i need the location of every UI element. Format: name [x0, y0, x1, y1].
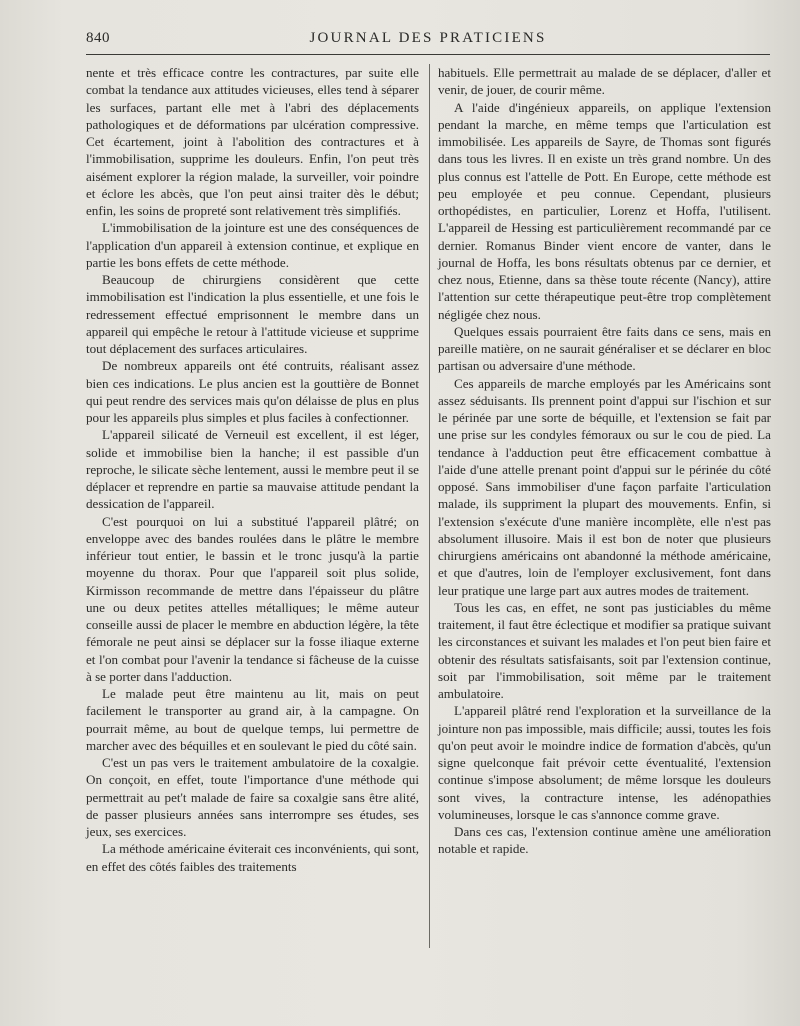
page-header	[86, 30, 770, 54]
right-column	[438, 64, 771, 964]
paragraph: L'immobilisation de la jointure est une des conséquences de l'application d'un appareil à extension continue, et explique en partie les bons effets de cette méthode.	[86, 220, 419, 270]
column-divider	[429, 64, 430, 948]
paragraph: Dans ces cas, l'extension continue amène une amélioration notable et rapide.	[438, 824, 771, 857]
paragraph: Le malade peut être maintenu au lit, mais on peut facilement le transporter au grand air, à la campagne. On pourrait même, au bout de quelque temps, lui permettre de marcher avec des béquilles et en soulevant le pied du côté sain.	[86, 686, 419, 753]
paragraph: C'est pourquoi on lui a substitué l'appareil plâtré; on enveloppe avec des bandes roulées dans le plâtre le membre inférieur tout entier, le bassin et le tronc jusqu'à la partie moyenne du thorax. Pour que l'appareil soit plus solide, Kirmisson recommande de mettre dans l'épaisseur du plâtre une ou deux petites attelles métalliques; le même auteur conseille aussi de placer le membre en abduction légère, la tête fémorale ne peut ainsi se déplacer sur la fosse iliaque externe et l'on combat pour l'avenir la tendance si fâcheuse de la cuisse à se porter dans l'adduction.	[86, 513, 419, 684]
paragraph: nente et très efficace contre les contractures, par suite elle combat la tendance aux attitudes vicieuses, elles tend à séparer les surfaces, partant elle met à l'abri des déplacements pathologiques et de déformations par ulcération compressive. Cet écartement, joint à l'abolition des contractures et à l'immobilisation, supprime les douleurs. Enfin, l'on peut très aisément explorer la région malade, la surveiller, voir poindre et éclore les abcès, que l'on peut ainsi traiter dès le début; enfin, les soins de propreté sont relativement très simplifiés.	[86, 65, 419, 218]
paragraph: A l'aide d'ingénieux appareils, on applique l'extension pendant la marche, en même temps que l'articulation est immobilisée. Les appareils de Sayre, de Thomas sont figurés dans tous les livres. Il en existe un très grand nombre. Un des plus connus est l'attelle de Pott. En Europe, cette méthode est peu employée et peu connue. Cependant, plusieurs orthopédistes, en particulier, Lorenz et Hoffa, l'utilisent. L'appareil de Hessing est particulièrement recommandé par ce dernier. Romanus Binder vient encore de vanter, dans le journal de Hoffa, les bons résultats obtenus par ce dernier, et chez nous, Etienne, dans sa thèse toute récente (Nancy), attire l'attention sur cette thérapeutique peut-être trop complètement négligée chez nous.	[438, 99, 771, 322]
paragraph: Beaucoup de chirurgiens considèrent que cette immobilisation est l'indication la plus essentielle, et une fois le redressement effectué emprisonnent le membre dans un appareil qui empêche le retour à l'attitude vicieuse et supprime tout déplacement des surfaces articulaires.	[86, 272, 419, 356]
paragraph: C'est un pas vers le traitement ambulatoire de la coxalgie. On conçoit, en effet, toute l'importance d'une méthode qui permettrait au pet't malade de faire sa coxalgie sans être alité, de passer plusieurs années sans interrompre ses études, ses jeux, ses exercices.	[86, 755, 419, 839]
header-rule	[86, 54, 770, 55]
page-number: 840	[86, 30, 110, 46]
paragraph: De nombreux appareils ont été contruits, réalisant assez bien ces indications. Le plus ancien est la gouttière de Bonnet qui peut rendre des services mais qu'on délaisse de plus en plus pour les appareils plus simples et plus faciles à confectionner.	[86, 358, 419, 425]
paragraph: Quelques essais pourraient être faits dans ce sens, mais en pareille matière, on ne saurait généraliser et se déclarer en bloc partisan ou adversaire d'une méthode.	[438, 323, 771, 374]
paragraph: habituels. Elle permettrait au malade de se déplacer, d'aller et venir, de jouer, de courir même.	[438, 65, 771, 98]
paragraph: Tous les cas, en effet, ne sont pas justiciables du même traitement, il faut être éclectique et modifier sa pratique suivant les circonstances et suivant les malades et l'on peut bien faire et obtenir des résultats satisfaisants, soit par l'extension continue, soit par l'immobilisation, soit même par le traitement ambulatoire.	[438, 599, 771, 701]
left-column	[86, 64, 419, 964]
running-title: JOURNAL DES PRATICIENS	[309, 30, 547, 46]
paragraph: L'appareil silicaté de Verneuil est excellent, il est léger, solide et immobilise bien la hanche; il est passible d'un reproche, le silicate sèche lentement, aussi le membre peut il se déplacer et reprendre en partie sa mauvaise attitude pendant la dessication de l'appareil.	[86, 427, 419, 512]
paragraph: La méthode américaine éviterait ces inconvénients, qui sont, en effet des côtés faibles des traitements	[86, 841, 419, 874]
paragraph: Ces appareils de marche employés par les Américains sont assez séduisants. Ils prennent point d'appui sur l'ischion et sur le périnée par une sorte de béquille, et l'extension se fait par une prise sur les condyles fémoraux ou sur le cou de pied. La tendance à l'adduction peut être efficacement combattue à l'aide d'une attelle prenant point d'appui sur le périnée du côté opposé. Sans immobiliser d'une façon parfaite l'articulation malade, ils suppriment la plupart des mouvements. Enfin, si l'extension s'exécute d'une manière incomplète, elle n'est pas absolument illusoire. Mais il est bon de noter que plusieurs chirurgiens américains ont abandonné la méthode américaine, et que d'autres, loin de l'employer exclusivement, font dans leur pratique une large part aux autres modes de traitement.	[438, 375, 771, 598]
paragraph: L'appareil plâtré rend l'exploration et la surveillance de la jointure non pas impossible, mais difficile; aussi, toutes les fois qu'on peut avoir le moindre indice de formation d'abcès, qu'un signe quelconque fait prévoir cette éventualité, l'extension continue s'impose absolument; de même lorsque les douleurs sont vives, la contracture intense, les adénopathies volumineuses, lorsque le cas s'annonce comme grave.	[438, 703, 771, 822]
